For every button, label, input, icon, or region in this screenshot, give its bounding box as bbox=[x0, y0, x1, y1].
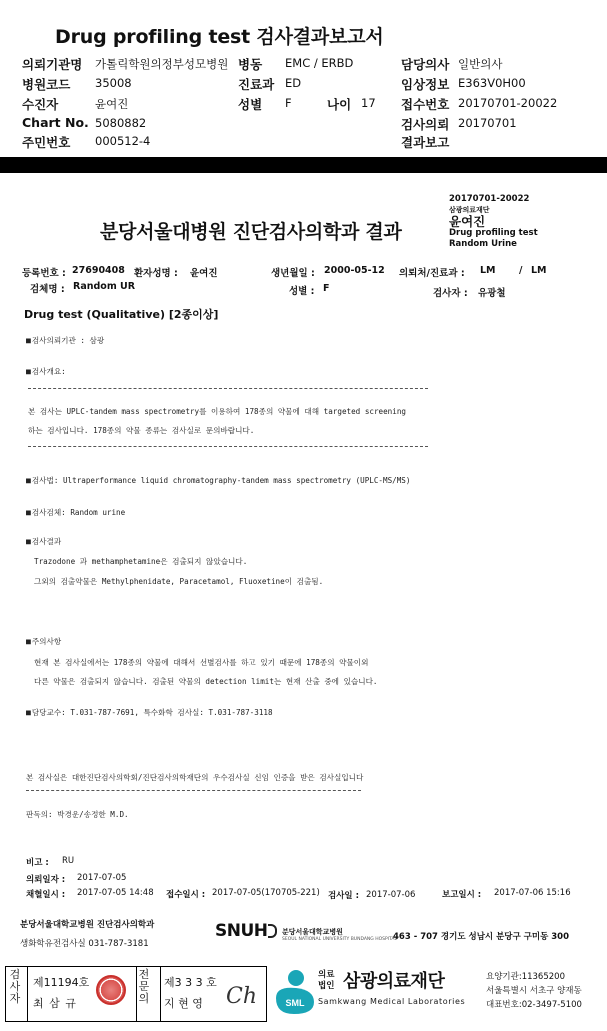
institution-label: 의뢰기관명 bbox=[22, 57, 83, 72]
rsex-label: 성별 : bbox=[289, 286, 315, 297]
header-divider-band bbox=[0, 157, 607, 173]
ward-value: EMC / ERBD bbox=[285, 56, 354, 70]
dept-label: 진료과 bbox=[238, 77, 275, 92]
section-title: Drug test (Qualitative) [2종이상] bbox=[24, 308, 219, 321]
specimen-value: Random UR bbox=[73, 281, 136, 292]
chart-label: Chart No. bbox=[22, 115, 89, 130]
remark-label: 비고 : bbox=[26, 858, 49, 868]
footer-phone: 생화학유전검사실 031-787-3181 bbox=[20, 939, 149, 949]
reqdept-label: 의뢰처/진료과 : bbox=[399, 268, 465, 279]
pname-label: 환자성명 : bbox=[134, 268, 178, 279]
dob-value: 2000-05-12 bbox=[324, 265, 385, 276]
contact-line: ■ 담당교수: T.031-787-7691, 특수화학 검사실: T.031-787-3118 bbox=[26, 707, 273, 718]
receipt-value: 20170701-20022 bbox=[458, 96, 558, 110]
sex-label: 성별 bbox=[238, 97, 263, 112]
sml-name: 삼광의료재단 bbox=[343, 971, 445, 992]
result-line-2: 그외의 검출약물은 Methylphenidate, Paracetamol, Fluoxetine이 검출됨. bbox=[34, 577, 324, 586]
overview-line-1: 본 검사는 UPLC-tandem mass spectrometry를 이용하여 178종의 약물에 대해 targeted screening bbox=[28, 407, 406, 416]
tester-label-text: 검사자 bbox=[9, 968, 21, 1005]
dob-label: 생년월일 : bbox=[271, 268, 315, 279]
reqdept-value-2: LM bbox=[531, 265, 547, 276]
reportdate-value: 2017-07-06 15:16 bbox=[494, 888, 571, 898]
age-value: 17 bbox=[361, 96, 376, 110]
age-label: 나이 bbox=[327, 97, 352, 112]
sml-legal-line-1: 의료 bbox=[318, 970, 335, 980]
tester-name: 최 삼 규 bbox=[33, 997, 77, 1010]
receipt-time-label: 접수일시 : bbox=[166, 890, 206, 900]
sml-legal-type bbox=[318, 970, 334, 992]
specialist-license: 제3 3 3 호 bbox=[164, 976, 217, 989]
reg-value: 27690408 bbox=[72, 265, 125, 276]
sml-logo-icon bbox=[272, 968, 316, 1016]
request-label: 검사의뢰 bbox=[401, 117, 450, 132]
sml-phone: 대표번호:02-3497-5100 bbox=[486, 1000, 582, 1010]
handwritten-signature: Ch bbox=[226, 984, 258, 1009]
dept-value: ED bbox=[285, 76, 302, 90]
specialist-vertical-label bbox=[138, 969, 152, 1005]
snuh-subtitle: SEOUL NATIONAL UNIVERSITY BUNDANG HOSPITAL bbox=[282, 937, 398, 942]
specimen-label: 검체명 : bbox=[30, 284, 65, 295]
patient-label: 수진자 bbox=[22, 97, 59, 112]
official-seal-icon bbox=[96, 975, 126, 1005]
remark-value: RU bbox=[62, 856, 75, 866]
specimen-line: ■ 검사검체: Random urine bbox=[26, 507, 125, 518]
snuh-name: 분당서울대학교병원 bbox=[282, 928, 343, 936]
dashed-rule bbox=[26, 790, 361, 791]
hospcode-label: 병원코드 bbox=[22, 77, 71, 92]
tester-license: 제11194호 bbox=[33, 976, 90, 989]
stamp-specimen: Random Urine bbox=[449, 239, 517, 249]
rrn-value: 000512-4 bbox=[95, 134, 151, 148]
caution-line-1: 현재 본 검사실에서는 178종의 약물에 대해서 선별검사를 하고 있기 때문에 178종의 약물이외 bbox=[34, 658, 369, 667]
snuh-address: 463 - 707 경기도 성남시 분당구 구미동 300 bbox=[393, 932, 570, 942]
specimen-stamp bbox=[449, 194, 538, 250]
pname-value: 윤여진 bbox=[190, 268, 218, 279]
result-heading: ■ 검사결과 bbox=[26, 536, 61, 547]
ward-label: 병동 bbox=[238, 57, 263, 72]
tester-value: 유광철 bbox=[478, 288, 506, 299]
dashed-rule bbox=[28, 446, 428, 447]
reqdept-value-1: LM bbox=[480, 265, 496, 276]
reqdate-label: 의뢰일자 : bbox=[26, 875, 66, 885]
result-line-1: Trazodone 과 methamphetamine은 검출되지 않았습니다. bbox=[34, 557, 248, 566]
patient-value: 윤여진 bbox=[95, 97, 129, 111]
reqdate-value: 2017-07-05 bbox=[77, 873, 127, 883]
report-header-title: Drug profiling test 검사결과보고서 bbox=[55, 26, 384, 48]
hospcode-value: 35008 bbox=[95, 76, 132, 90]
footer-dept: 분당서울대학교병원 진단검사의학과 bbox=[20, 920, 155, 930]
reqdept-separator: / bbox=[519, 265, 523, 276]
lab-line: ■ 검사의뢰기관 : 삼광 bbox=[26, 335, 104, 346]
method-line: ■ 검사법: Ultraperformance liquid chromatography-tandem mass spectrometry (UPLC-MS/MS) bbox=[26, 475, 410, 486]
institution-value: 가톨릭학원의정부성모병원 bbox=[95, 57, 229, 71]
tester-vertical-label bbox=[9, 969, 23, 1005]
collect-value: 2017-07-05 14:48 bbox=[77, 888, 154, 898]
collect-label: 채혈일시 : bbox=[26, 890, 66, 900]
stamp-test: Drug profiling test bbox=[449, 228, 538, 238]
sml-logo-text: SML bbox=[285, 998, 305, 1008]
receipt-label: 접수번호 bbox=[401, 97, 450, 112]
tester-label: 검사자 : bbox=[433, 288, 468, 299]
chart-value: 5080882 bbox=[95, 116, 147, 130]
request-value: 20170701 bbox=[458, 116, 517, 130]
certification-line: 본 검사실은 대한진단검사의학회/진단검사의학재단의 우수검사실 신임 인증을 받은 검사실입니다 bbox=[26, 773, 364, 782]
doctor-label: 담당의사 bbox=[401, 57, 450, 72]
caution-line-2: 다른 약물은 검출되지 않습니다. 검출된 약물의 detection limit는 현재 산출 중에 있습니다. bbox=[34, 677, 378, 686]
clinical-label: 임상정보 bbox=[401, 77, 450, 92]
clinical-value: E363V0H00 bbox=[458, 76, 526, 90]
snuh-logo: SNUH bbox=[215, 921, 268, 941]
rrn-label: 주민번호 bbox=[22, 135, 71, 150]
sml-address: 서울특별시 서초구 양재동 bbox=[486, 986, 582, 996]
specialist-name: 지 현 영 bbox=[164, 997, 203, 1010]
sml-legal-line-2: 법인 bbox=[318, 981, 335, 991]
report-title: 분당서울대병원 진단검사의학과 결과 bbox=[100, 221, 402, 243]
overview-heading: ■ 검사개요: bbox=[26, 366, 66, 377]
sml-english-name: Samkwang Medical Laboratories bbox=[318, 997, 466, 1006]
reportdate-label: 보고일시 : bbox=[442, 890, 482, 900]
rsex-value: F bbox=[323, 283, 330, 294]
sex-value: F bbox=[285, 96, 292, 110]
overview-line-2: 하는 검사입니다. 178종의 약물 종류는 검사실로 문의바랍니다. bbox=[28, 426, 255, 435]
testdate-label: 검사일 : bbox=[328, 891, 359, 901]
sml-org-no: 요양기관:11365200 bbox=[486, 972, 565, 982]
reg-label: 등록번호 : bbox=[22, 268, 66, 279]
report-label: 결과보고 bbox=[401, 135, 450, 150]
doctor-value: 일반의사 bbox=[458, 57, 503, 71]
stamp-name: 윤여진 bbox=[449, 214, 486, 229]
specialist-label-text: 전문의 bbox=[138, 968, 150, 1005]
testdate-value: 2017-07-06 bbox=[366, 890, 416, 900]
caution-heading: ■ 주의사항 bbox=[26, 636, 61, 647]
stamp-org: 삼광의료재단 bbox=[449, 206, 490, 214]
snuh-logo-mark bbox=[268, 924, 277, 938]
reader-line: 판독의: 박경운/송정한 M.D. bbox=[26, 810, 129, 819]
stamp-id: 20170701-20022 bbox=[449, 194, 530, 204]
dashed-rule bbox=[28, 388, 428, 389]
receipt-time-value: 2017-07-05(170705-221) bbox=[212, 888, 320, 898]
